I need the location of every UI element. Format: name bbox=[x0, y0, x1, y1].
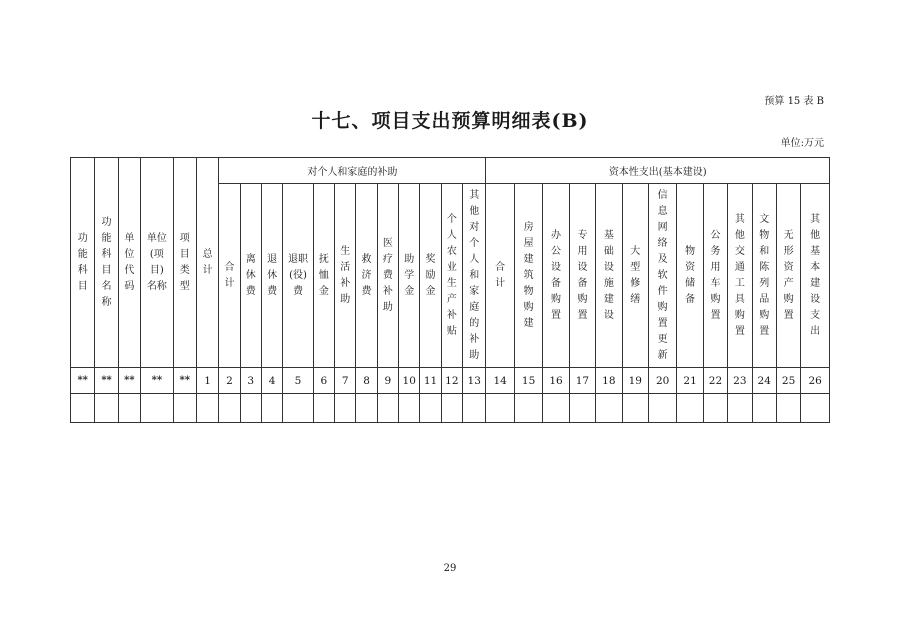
group-personal: 对个人和家庭的补助 bbox=[219, 158, 486, 184]
index-cell: 21 bbox=[677, 368, 703, 394]
data-cell bbox=[801, 394, 830, 423]
index-cell: 25 bbox=[776, 368, 800, 394]
header-pension: 抚恤金 bbox=[313, 184, 334, 368]
data-cell bbox=[677, 394, 703, 423]
header-major-repair: 大型修缮 bbox=[622, 184, 648, 368]
data-cell bbox=[752, 394, 776, 423]
data-cell bbox=[776, 394, 800, 423]
index-cell: 19 bbox=[622, 368, 648, 394]
unit-label: 单位:万元 bbox=[780, 138, 824, 149]
budget-table bbox=[70, 157, 830, 423]
data-cell bbox=[377, 394, 398, 423]
data-cell bbox=[703, 394, 727, 423]
index-cell: 13 bbox=[463, 368, 486, 394]
header-resignation: 退职(役)费 bbox=[283, 184, 313, 368]
index-cell: 16 bbox=[543, 368, 569, 394]
header-reward: 奖励金 bbox=[420, 184, 441, 368]
header-building: 房屋建筑物购建 bbox=[514, 184, 542, 368]
data-cell bbox=[141, 394, 174, 423]
data-cell bbox=[569, 394, 595, 423]
index-cell: 11 bbox=[420, 368, 441, 394]
index-cell: 12 bbox=[441, 368, 462, 394]
index-cell: 18 bbox=[596, 368, 622, 394]
page-title: 十七、项目支出预算明细表(B) bbox=[311, 110, 589, 132]
index-cell: 3 bbox=[240, 368, 261, 394]
data-cell bbox=[95, 394, 118, 423]
index-cell: 1 bbox=[196, 368, 218, 394]
index-row bbox=[71, 368, 830, 394]
data-cell bbox=[196, 394, 218, 423]
header-unit-name: 单位(项目)名称 bbox=[141, 158, 174, 368]
data-cell bbox=[240, 394, 261, 423]
data-cell bbox=[335, 394, 356, 423]
data-cell bbox=[648, 394, 676, 423]
header-office-equipment: 办公设备购置 bbox=[543, 184, 569, 368]
index-cell: 4 bbox=[261, 368, 282, 394]
index-cell: 10 bbox=[399, 368, 420, 394]
index-cell: 15 bbox=[514, 368, 542, 394]
header-it-network: 信息网络及软件购置更新 bbox=[648, 184, 676, 368]
blank-data-row bbox=[71, 394, 830, 423]
header-unit-code: 单位代码 bbox=[118, 158, 140, 368]
index-cell: 17 bbox=[569, 368, 595, 394]
header-agri-subsidy: 个人农业生产补贴 bbox=[441, 184, 462, 368]
index-cell: 24 bbox=[752, 368, 776, 394]
header-living-subsidy: 生活补助 bbox=[335, 184, 356, 368]
index-cell: 6 bbox=[313, 368, 334, 394]
header-cultural-relics: 文物和陈列品购置 bbox=[752, 184, 776, 368]
index-cell: 5 bbox=[283, 368, 313, 394]
index-cell: ** bbox=[141, 368, 174, 394]
index-cell: 2 bbox=[219, 368, 240, 394]
index-cell: ** bbox=[95, 368, 118, 394]
index-cell: 7 bbox=[335, 368, 356, 394]
header-material-reserve: 物资储备 bbox=[677, 184, 703, 368]
data-cell bbox=[356, 394, 377, 423]
data-cell bbox=[728, 394, 752, 423]
header-total: 总计 bbox=[196, 158, 218, 368]
header-relief: 救济费 bbox=[356, 184, 377, 368]
header-function-code: 功能科目 bbox=[71, 158, 95, 368]
header-other-transport: 其他交通工具购置 bbox=[728, 184, 752, 368]
data-cell bbox=[486, 394, 514, 423]
header-intangible-assets: 无形资产购置 bbox=[776, 184, 800, 368]
data-cell bbox=[118, 394, 140, 423]
page-number: 29 bbox=[443, 563, 457, 574]
header-retirement: 退休费 bbox=[261, 184, 282, 368]
header-infrastructure: 基础设施建设 bbox=[596, 184, 622, 368]
header-retirement-cadre: 离休费 bbox=[240, 184, 261, 368]
data-cell bbox=[420, 394, 441, 423]
index-cell: 14 bbox=[486, 368, 514, 394]
data-cell bbox=[219, 394, 240, 423]
data-cell bbox=[261, 394, 282, 423]
header-other-personal: 其他对个人和家庭的补助 bbox=[463, 184, 486, 368]
index-cell: ** bbox=[71, 368, 95, 394]
index-cell: ** bbox=[173, 368, 196, 394]
group-capital: 资本性支出(基本建设) bbox=[486, 158, 830, 184]
header-other-construction: 其他基本建设支出 bbox=[801, 184, 830, 368]
index-cell: 26 bbox=[801, 368, 830, 394]
data-cell bbox=[71, 394, 95, 423]
group-header-row bbox=[71, 158, 830, 184]
index-cell: 23 bbox=[728, 368, 752, 394]
data-cell bbox=[543, 394, 569, 423]
index-cell: 9 bbox=[377, 368, 398, 394]
header-student-aid: 助学金 bbox=[399, 184, 420, 368]
header-project-type: 项目类型 bbox=[173, 158, 196, 368]
data-cell bbox=[514, 394, 542, 423]
header-personal-subtotal: 合计 bbox=[219, 184, 240, 368]
header-function-name: 功能科目名称 bbox=[95, 158, 118, 368]
data-cell bbox=[313, 394, 334, 423]
data-cell bbox=[596, 394, 622, 423]
header-special-equipment: 专用设备购置 bbox=[569, 184, 595, 368]
data-cell bbox=[441, 394, 462, 423]
data-cell bbox=[399, 394, 420, 423]
index-cell: 20 bbox=[648, 368, 676, 394]
index-cell: 8 bbox=[356, 368, 377, 394]
header-medical-subsidy: 医疗费补助 bbox=[377, 184, 398, 368]
form-number: 预算 15 表 B bbox=[764, 96, 824, 107]
data-cell bbox=[283, 394, 313, 423]
index-cell: 22 bbox=[703, 368, 727, 394]
header-capital-subtotal: 合计 bbox=[486, 184, 514, 368]
data-cell bbox=[622, 394, 648, 423]
header-official-vehicle: 公务用车购置 bbox=[703, 184, 727, 368]
data-cell bbox=[173, 394, 196, 423]
data-cell bbox=[463, 394, 486, 423]
index-cell: ** bbox=[118, 368, 140, 394]
